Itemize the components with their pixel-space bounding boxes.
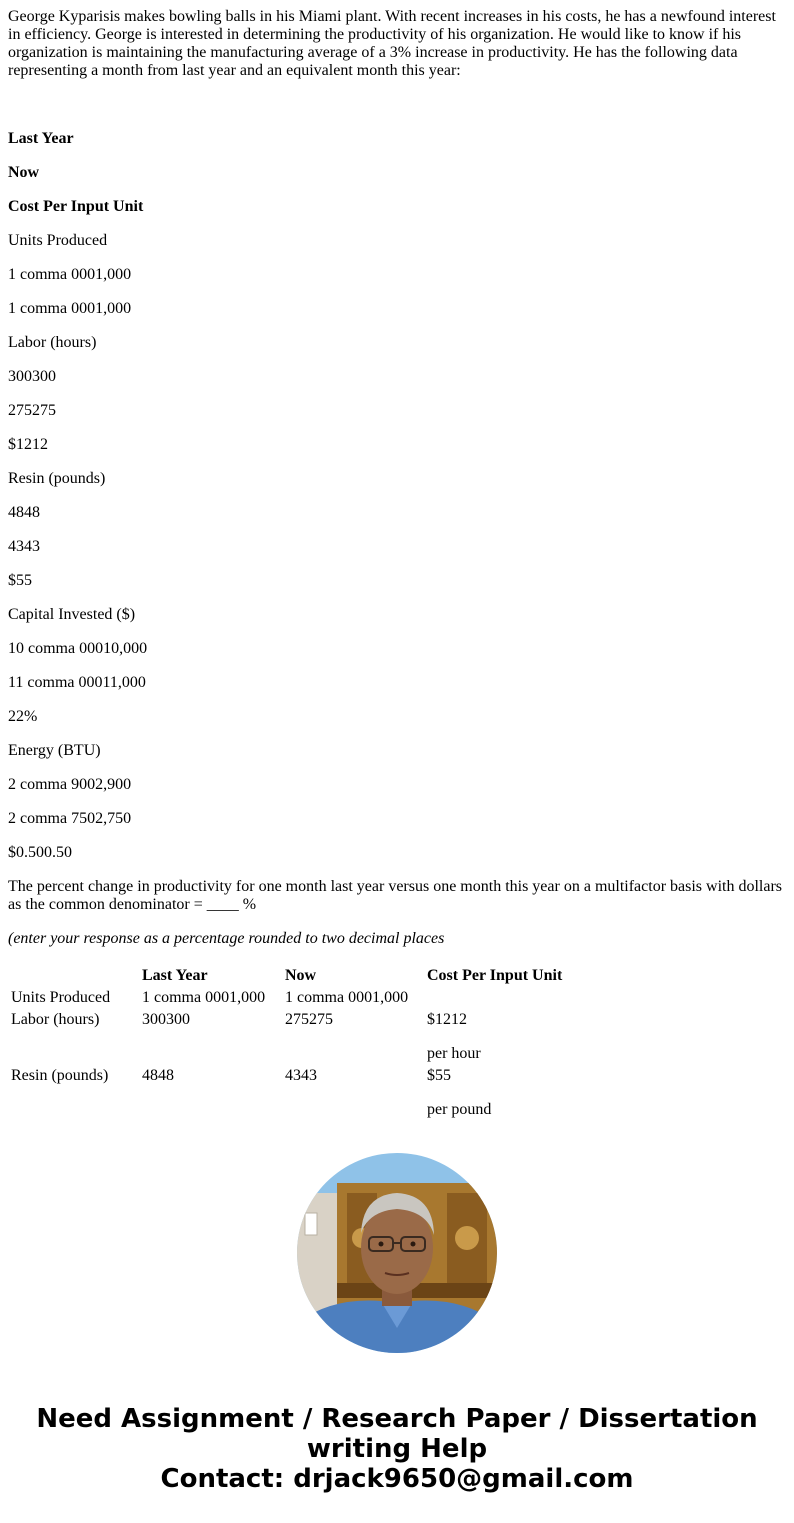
data-table bbox=[8, 964, 590, 1122]
label-now: Now bbox=[8, 164, 40, 181]
instruction-text: (enter your response as a percentage rounded to two decimal places bbox=[8, 930, 445, 947]
label-units-produced: Units Produced bbox=[8, 232, 108, 249]
value-labor-last-year: 300300 bbox=[8, 368, 56, 385]
value-resin-last-year: 4848 bbox=[8, 504, 40, 521]
row-cost: $55 bbox=[427, 1067, 451, 1084]
footer-contact: Contact: drjack9650@gmail.com bbox=[160, 1464, 634, 1494]
table-header-last-year: Last Year bbox=[142, 967, 208, 984]
row-cost bbox=[426, 988, 588, 1008]
problem-intro: George Kyparisis makes bowling balls in his Miami plant. With recent increases in his costs, he has a newfound interest in efficiency. George is interested in determining the productivity of his organization. He would like to know if his organization is maintaining the manufacturing average of a 3% increase in productivity. He has the following data representing a month from last year and an equivalent month this year: bbox=[8, 8, 776, 79]
value-energy-last-year: 2 comma 9002,900 bbox=[8, 776, 132, 793]
value-energy-now: 2 comma 7502,750 bbox=[8, 810, 132, 827]
row-cost-cell bbox=[426, 1010, 588, 1064]
value-resin-now: 4343 bbox=[8, 538, 40, 555]
row-cost-cell bbox=[426, 1066, 588, 1120]
label-cost-per-input-unit: Cost Per Input Unit bbox=[8, 198, 144, 215]
value-units-last-year: 1 comma 0001,000 bbox=[8, 266, 132, 283]
value-capital-last-year: 10 comma 00010,000 bbox=[8, 640, 148, 657]
avatar-photo bbox=[297, 1153, 497, 1353]
row-cost: $1212 bbox=[427, 1011, 467, 1028]
table-header-blank bbox=[10, 966, 139, 986]
table-row bbox=[10, 1010, 588, 1064]
footer-banner bbox=[0, 1404, 794, 1494]
label-last-year: Last Year bbox=[8, 130, 74, 147]
label-capital-invested: Capital Invested ($) bbox=[8, 606, 136, 623]
footer-line-1: Need Assignment / Research Paper / Dissertation bbox=[36, 1404, 758, 1434]
row-last-year: 4848 bbox=[142, 1067, 174, 1084]
table-header-cost: Cost Per Input Unit bbox=[427, 967, 563, 984]
row-now: 4343 bbox=[285, 1067, 317, 1084]
table-header-row bbox=[10, 966, 588, 986]
label-energy-btu: Energy (BTU) bbox=[8, 742, 101, 759]
avatar bbox=[297, 1153, 497, 1353]
row-last-year: 1 comma 0001,000 bbox=[142, 989, 266, 1006]
row-cost-unit: per hour bbox=[427, 1045, 481, 1062]
row-label: Units Produced bbox=[11, 989, 111, 1006]
value-labor-now: 275275 bbox=[8, 402, 56, 419]
row-last-year: 300300 bbox=[142, 1011, 190, 1028]
table-row bbox=[10, 1066, 588, 1120]
label-labor-hours: Labor (hours) bbox=[8, 334, 97, 351]
value-units-now: 1 comma 0001,000 bbox=[8, 300, 132, 317]
table-row bbox=[10, 988, 588, 1008]
row-now: 1 comma 0001,000 bbox=[285, 989, 409, 1006]
row-now: 275275 bbox=[285, 1011, 333, 1028]
footer-line-2: writing Help bbox=[306, 1434, 488, 1464]
row-label: Labor (hours) bbox=[11, 1011, 100, 1028]
value-capital-now: 11 comma 00011,000 bbox=[8, 674, 146, 691]
value-capital-cost: 22% bbox=[8, 708, 38, 725]
row-label: Resin (pounds) bbox=[11, 1067, 109, 1084]
value-energy-cost: $0.500.50 bbox=[8, 844, 72, 861]
value-resin-cost: $55 bbox=[8, 572, 32, 589]
table-header-now: Now bbox=[285, 967, 317, 984]
question-text: The percent change in productivity for one month last year versus one month this year on a multifactor basis with dollars as the common denominator = ____ % bbox=[8, 878, 783, 913]
value-labor-cost: $1212 bbox=[8, 436, 48, 453]
row-cost-unit: per pound bbox=[427, 1101, 492, 1118]
label-resin-pounds: Resin (pounds) bbox=[8, 470, 106, 487]
